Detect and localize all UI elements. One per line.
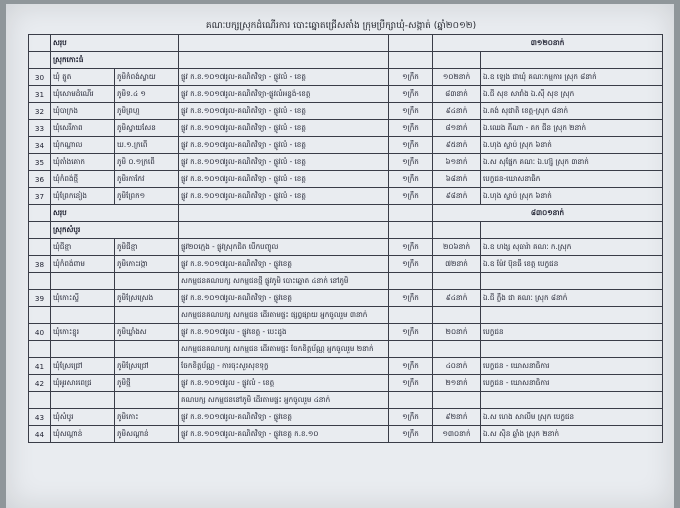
commune-cell (51, 392, 115, 409)
village-cell: ភូមិកោះ (115, 409, 179, 426)
village-cell (115, 392, 179, 409)
table-row (29, 137, 663, 154)
note-cell: ឯ.ស សុផ្នែក គណៈ ឯ.ហ្ស៊ុ ស្រុក ៣នាក់ (481, 154, 663, 171)
note-cell: ឯ.ឧ ឡេង ជាឃុំ គណៈកម្មការ ស្រុក ៨នាក់ (481, 69, 663, 86)
village-cell (115, 307, 179, 324)
activity-detail: ផ្លូវ ក.ខ.១០១៧រូល-គណិតវិទ្យា - ផ្លូវលំ - ខេត្ត (179, 171, 389, 188)
commune-cell: ឃុំព្រែកនៀង (51, 188, 115, 205)
activity-detail: សកម្មជនគណបក្ស សកម្មជន ដើរតាមផ្ទះ ផ្សព្វផ្សាយ អ្នកចូលរួម ៣នាក់ (179, 307, 389, 324)
commune-cell: ឃុំកោះស្ទី (51, 290, 115, 307)
people-count: ៤០នាក់ (433, 358, 481, 375)
village-cell: ភូមិទ.៤ ១ (115, 86, 179, 103)
village-cell: ភូមិជីខ្មា (115, 239, 179, 256)
people-count: ១០២នាក់ (433, 69, 481, 86)
quantity-cell (389, 341, 433, 358)
people-count: ៩៤នាក់ (433, 103, 481, 120)
people-count (433, 273, 481, 290)
quantity-cell: ១ក្រឹក (389, 120, 433, 137)
village-cell: ភូមិរកាកែវ (115, 171, 179, 188)
section-sublabel: ស្រុកសំបូរ (51, 222, 179, 239)
people-count (433, 307, 481, 324)
quantity-cell: ១ក្រឹក (389, 358, 433, 375)
activity-detail: ផ្លូវ ក.ខ.១០១៧រូល-គណិតវិទ្យា - ផ្លូវលំ - ខេត្ត (179, 188, 389, 205)
activity-detail: ផ្លូវ ក.ខ.១០១៧រូល-គណិតវិទ្យា - ផ្លូវខេត្ត (179, 409, 389, 426)
commune-cell: ឃុំសោមដំណើរ (51, 86, 115, 103)
activity-table (28, 34, 663, 443)
note-cell: ឯ.ជី សុខ សារាំង ឯ.ស៊ី សុខ ស្រុក (481, 86, 663, 103)
section-subrow (29, 222, 663, 239)
activity-detail: ផ្លូវ ក.ខ.១០១៧រូល-គណិតវិទ្យា - ផ្លូវលំ - ខេត្ត (179, 120, 389, 137)
commune-cell: ឃុំ ត្នូត (51, 69, 115, 86)
table-row (29, 171, 663, 188)
people-count: ៧២នាក់ (433, 256, 481, 273)
row-number (29, 239, 51, 256)
row-number: 37 (29, 188, 51, 205)
section-row (29, 35, 663, 52)
table-row (29, 69, 663, 86)
quantity-cell: ១ក្រឹក (389, 290, 433, 307)
activity-detail: ផ្លូវ ក.ខ.១០១៧រូល-គណិតវិទ្យា - ផ្លូវលំ - ខេត្ត (179, 154, 389, 171)
table-row (29, 86, 663, 103)
table-row (29, 375, 663, 392)
quantity-cell: ១ក្រឹក (389, 137, 433, 154)
row-number: 42 (29, 375, 51, 392)
activity-detail: គណបក្ស សកម្មជននៅភូមិ ដើរតាមផ្ទះ អ្នកចូលរួម ៤នាក់ (179, 392, 389, 409)
table-row (29, 188, 663, 205)
row-number: 34 (29, 137, 51, 154)
activity-detail: ផ្លូវ ក.ខ.១០១៧រូល-គណិតវិទ្យា-ផ្លូវលំអន្ទង់-ខេត្ត (179, 86, 389, 103)
quantity-cell: ១ក្រឹក (389, 375, 433, 392)
row-number: 31 (29, 86, 51, 103)
document-page (6, 4, 674, 508)
village-cell: ភូមិថ្មី (115, 375, 179, 392)
commune-cell: ឃុំកណ្តាល (51, 137, 115, 154)
quantity-cell: ១ក្រឹក (389, 188, 433, 205)
commune-cell: ឃុំអូរសារពេជ្រ (51, 375, 115, 392)
quantity-cell: ១ក្រឹក (389, 426, 433, 443)
table-row (29, 290, 663, 307)
activity-detail: ផ្លូវ ក.ខ.១០១៧រូល-គណិតវិទ្យា - ផ្លូវខេត្ត ក.ខ.១០ (179, 426, 389, 443)
people-count: ២០នាក់ (433, 324, 481, 341)
activity-detail: ផ្លូវ២០ក្មេង - ផ្លូវស្រុកជិត បើកបញ្ចូល (179, 239, 389, 256)
village-cell: ឃ.១.ក្រពើ (115, 137, 179, 154)
people-count: ៦៨នាក់ (433, 171, 481, 188)
village-cell (115, 341, 179, 358)
note-cell: ឯ.ឈេង គីណា - គក ជីន ស្រុក ២នាក់ (481, 120, 663, 137)
note-cell: ឯ.ស ស៊ិន ឆ្លាំង ស្រុក ២នាក់ (481, 426, 663, 443)
people-count: ៩៨នាក់ (433, 188, 481, 205)
row-number: 33 (29, 120, 51, 137)
table-row (29, 324, 663, 341)
note-cell: បេក្ខជន (481, 324, 663, 341)
commune-cell: ឃុំជីខ្មា (51, 239, 115, 256)
people-count: ២១នាក់ (433, 375, 481, 392)
row-number: 44 (29, 426, 51, 443)
people-count (433, 341, 481, 358)
commune-cell: ឃុំបាក្រង (51, 103, 115, 120)
note-cell (481, 341, 663, 358)
note-cell: បេក្ខជន-ឃោសនាធិក (481, 171, 663, 188)
table-row (29, 409, 663, 426)
people-count: ៩២នាក់ (433, 409, 481, 426)
commune-cell: ឃុំកោះខ្នុរ (51, 324, 115, 341)
note-cell: ឯ.ជី ភ្លឹង ជា គណៈ ស្រុក ៨នាក់ (481, 290, 663, 307)
table-row (29, 154, 663, 171)
note-cell: ឯ.ហុង ស្លាប់ ស្រុក ៦នាក់ (481, 137, 663, 154)
section-total: ៣១២០នាក់ (433, 35, 663, 52)
commune-cell: ឃុំស្រែជ្រៅ (51, 358, 115, 375)
quantity-cell: ១ក្រឹក (389, 154, 433, 171)
village-cell: ភូមិសណ្តាន់ (115, 426, 179, 443)
row-number: 32 (29, 103, 51, 120)
commune-cell (51, 273, 115, 290)
note-cell: ឯ.ឧ ហង្ស សុធារ៉ា គណៈ ក.ស្រុក (481, 239, 663, 256)
row-number (29, 341, 51, 358)
section-sublabel: ស្រុកកោះធំ (51, 52, 179, 69)
quantity-cell: ១ក្រឹក (389, 239, 433, 256)
section-label: សរុប (51, 205, 179, 222)
table-row (29, 341, 663, 358)
note-cell: បេក្ខជន - ឃោសនាធិការ (481, 375, 663, 392)
activity-detail: សកម្មជនគណបក្ស សកម្មជន ដើរតាមផ្ទះ ចែកខិត្តប័ណ្ណ អ្នកចូលរួម ២នាក់ (179, 341, 389, 358)
row-number (29, 307, 51, 324)
note-cell: ឯ.គង់ សុជាតិ ខេត្ត-ស្រុក ៨នាក់ (481, 103, 663, 120)
village-cell: ភូមិឃ្លាំងស (115, 324, 179, 341)
commune-cell: ឃុំសេរីភាព (51, 120, 115, 137)
note-cell (481, 307, 663, 324)
quantity-cell: ១ក្រឹក (389, 86, 433, 103)
people-count: ២០៦នាក់ (433, 239, 481, 256)
note-cell: បេក្ខជន - ឃោសនាធិការ (481, 358, 663, 375)
quantity-cell (389, 392, 433, 409)
row-number: 41 (29, 358, 51, 375)
quantity-cell: ១ក្រឹក (389, 324, 433, 341)
commune-cell: ឃុំកំពង់ពាម (51, 256, 115, 273)
quantity-cell (389, 273, 433, 290)
commune-cell: ឃុំសំបូរ (51, 409, 115, 426)
village-cell: ភូមិស្រែជ្រៅ (115, 358, 179, 375)
activity-detail: ផ្លូវ ក.ខ.១០១៧រូល - ផ្លូវលំ - ខេត្ត (179, 375, 389, 392)
row-number: 38 (29, 256, 51, 273)
table-row (29, 307, 663, 324)
people-count: ៦១នាក់ (433, 154, 481, 171)
people-count: ១៣០នាក់ (433, 426, 481, 443)
village-cell: ភូមិព្រែក១ (115, 188, 179, 205)
section-row (29, 205, 663, 222)
table-row (29, 426, 663, 443)
activity-detail: សកម្មជនគណបក្ស សកម្មជនថ្មី ផ្លូវភូមិ បោះឆ្នោត ៤នាក់ នៅភូមិ (179, 273, 389, 290)
note-cell: ឯ.ហុង ស្លាប់ ស្រុក ៦នាក់ (481, 188, 663, 205)
village-cell: ភូមិ ០.១ក្រពើ (115, 154, 179, 171)
note-cell (481, 392, 663, 409)
activity-detail: ផ្លូវ ក.ខ.១០១៧រូល-គណិតវិទ្យា - ផ្លូវលំ - ខេត្ត (179, 103, 389, 120)
village-cell: ភូមិស្វាយសែន (115, 120, 179, 137)
note-cell: ឯ.ឧ ម៉ែវ ប៊ុនធី ខេត្ត បេក្ខជន (481, 256, 663, 273)
village-cell: ភូមិកោះរង្កា (115, 256, 179, 273)
row-number: 36 (29, 171, 51, 188)
row-number: 35 (29, 154, 51, 171)
row-number: 43 (29, 409, 51, 426)
quantity-cell: ១ក្រឹក (389, 409, 433, 426)
row-number: 40 (29, 324, 51, 341)
section-label: សរុប (51, 35, 179, 52)
quantity-cell: ១ក្រឹក (389, 69, 433, 86)
note-cell (481, 273, 663, 290)
row-number (29, 273, 51, 290)
commune-cell: ឃុំសណ្តាន់ (51, 426, 115, 443)
table-row (29, 392, 663, 409)
village-cell: ភូមិកំពង់ស្វាយ (115, 69, 179, 86)
activity-detail: ផ្លូវ ក.ខ.១០១៧រូល-គណិតវិទ្យា - ផ្លូវលំ - ខេត្ត (179, 69, 389, 86)
activity-detail: ផ្លូវ ក.ខ.១០១៧រូល-គណិតវិទ្យា - ផ្លូវខេត្ត (179, 290, 389, 307)
people-count: ៩៤នាក់ (433, 290, 481, 307)
activity-detail: ផ្លូវ ក.ខ.១០១៧រូល - ផ្លូវខេត្ត - បេះដូង (179, 324, 389, 341)
row-number: 39 (29, 290, 51, 307)
page-header: គណៈបក្សស្រុកដំណើរការ បោះឆ្នោតជ្រើសតាំង ក្រុមប្រឹក្សាឃុំ-សង្កាត់ (ឆ្នាំ២០១២) (205, 21, 477, 31)
section-subrow (29, 52, 663, 69)
people-count (433, 392, 481, 409)
note-cell: ឯ.ស ហេង សាលីម ស្រុក បេក្ខជន (481, 409, 663, 426)
quantity-cell (389, 307, 433, 324)
quantity-cell: ១ក្រឹក (389, 103, 433, 120)
commune-cell (51, 341, 115, 358)
village-cell: ភូមិព្រហ្ម (115, 103, 179, 120)
people-count: ៨១នាក់ (433, 120, 481, 137)
table-row (29, 256, 663, 273)
commune-cell: ឃុំតាំងគោក (51, 154, 115, 171)
section-total: ៨៣០១នាក់ (433, 205, 663, 222)
people-count: ៨៣នាក់ (433, 86, 481, 103)
village-cell (115, 273, 179, 290)
commune-cell (51, 307, 115, 324)
table-row (29, 103, 663, 120)
commune-cell: ឃុំកំពង់ថ្មី (51, 171, 115, 188)
table-row (29, 273, 663, 290)
row-number (29, 392, 51, 409)
activity-detail: ផ្លូវ ក.ខ.១០១៧រូល-គណិតវិទ្យា - ផ្លូវខេត្ត (179, 256, 389, 273)
table-row (29, 358, 663, 375)
village-cell: ភូមិស្រែស្រេង (115, 290, 179, 307)
activity-detail: ផ្លូវ ក.ខ.១០១៧រូល-គណិតវិទ្យា - ផ្លូវលំ - ខេត្ត (179, 137, 389, 154)
people-count: ៩៥នាក់ (433, 137, 481, 154)
table-row (29, 239, 663, 256)
row-number: 30 (29, 69, 51, 86)
activity-detail: ចែកខិត្តប័ណ្ណ - ការចុះសួរសុខទុក្ខ (179, 358, 389, 375)
table-row (29, 120, 663, 137)
quantity-cell: ១ក្រឹក (389, 256, 433, 273)
quantity-cell: ១ក្រឹក (389, 171, 433, 188)
